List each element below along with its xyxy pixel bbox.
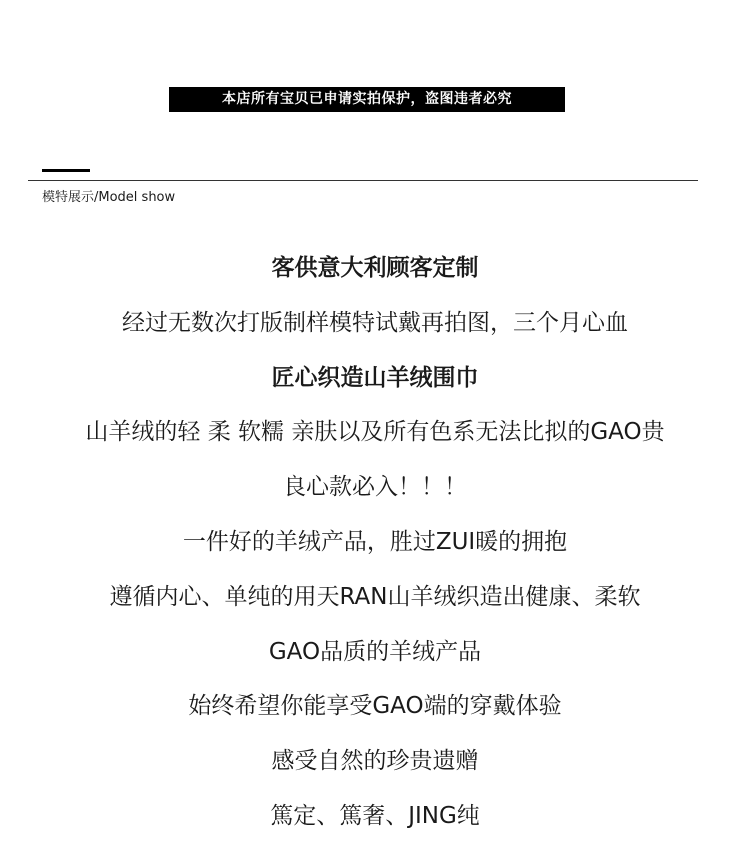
description-line: GAO品质的羊绒产品 bbox=[268, 638, 482, 665]
description-line: 篤定、篤奢、JING纯 bbox=[270, 802, 480, 829]
description-line: 始终希望你能享受GAO端的穿戴体验 bbox=[188, 693, 562, 720]
description-line: 匠心织造山羊绒围巾 bbox=[271, 364, 479, 391]
description-line: 山羊绒的轻 柔 软糯 亲肤以及所有色系无法比拟的GAO贵 bbox=[85, 419, 665, 446]
product-description bbox=[0, 246, 750, 849]
copyright-notice-banner: 本店所有宝贝已申请实拍保护，盗图违者必究 bbox=[169, 87, 565, 112]
description-line: 良心款必入！！！ bbox=[283, 474, 467, 501]
description-line: 经过无数次打版制样模特试戴再拍图，三个月心血 bbox=[122, 309, 628, 336]
description-line: 遵循内心、单纯的用天RAN山羊绒织造出健康、柔软 bbox=[109, 583, 641, 610]
section-divider bbox=[28, 180, 698, 181]
description-line: 客供意大利顾客定制 bbox=[271, 255, 479, 281]
description-line: 一件好的羊绒产品，胜过ZUI暖的拥抱 bbox=[182, 528, 568, 555]
section-accent-line bbox=[42, 169, 90, 172]
section-title: 模特展示/Model show bbox=[42, 190, 176, 205]
description-line: 感受自然的珍贵遗赠 bbox=[271, 748, 479, 775]
